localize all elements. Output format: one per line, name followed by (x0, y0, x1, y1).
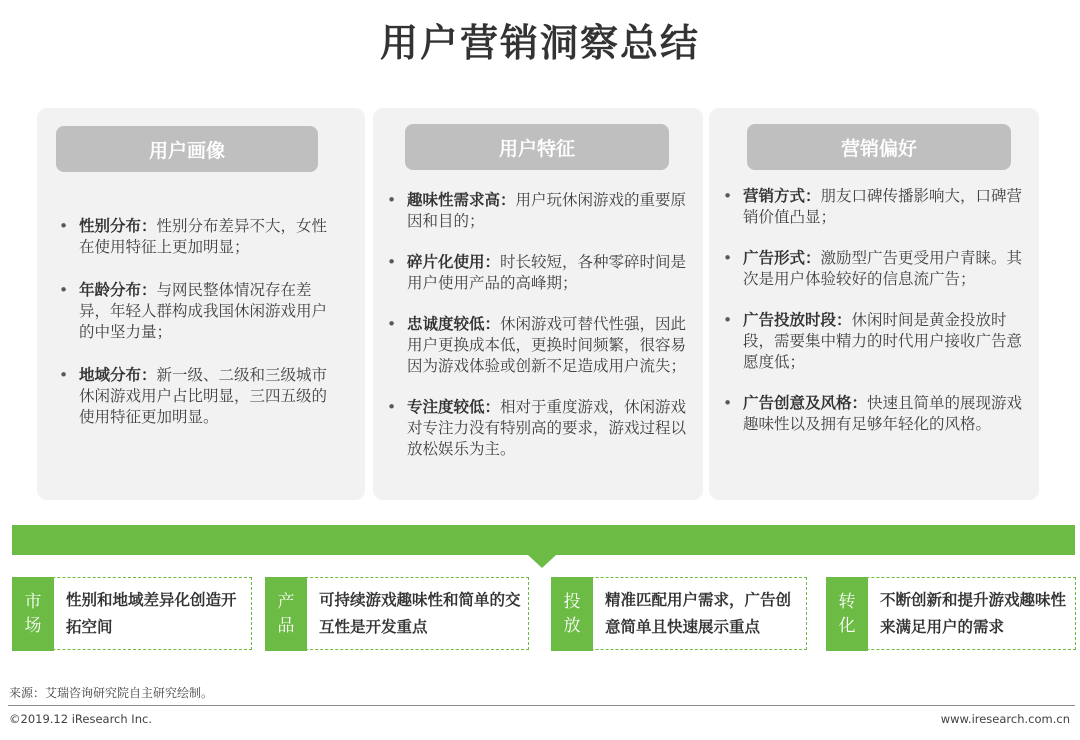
list-item (385, 397, 697, 460)
summary-tag-char: 市 (24, 592, 42, 612)
bullet-key: 年龄分布： (79, 281, 157, 299)
summary-text: 不断创新和提升游戏趣味性来满足用户的需求 (880, 591, 1067, 636)
bullet-text: 性别分布差异不大，女性在使用特征上更加明显； (79, 217, 328, 256)
summary-box-market (12, 577, 252, 650)
summary-text: 性别和地域差异化创造开拓空间 (66, 591, 237, 636)
summary-tag-char: 放 (563, 616, 581, 636)
panel-marketing-preference (709, 108, 1039, 500)
source-note: 来源：艾瑞咨询研究院自主研究绘制。 (9, 686, 214, 700)
summary-text: 精准匹配用户需求，广告创意简单且快速展示重点 (605, 591, 792, 636)
bullet-text: 激励型广告更受用户青睐。其次是用户体验较好的信息流广告； (743, 249, 1023, 288)
list-item (385, 190, 697, 232)
list-item (57, 365, 335, 428)
summary-tag-char: 品 (277, 616, 295, 636)
list-item (721, 186, 1033, 228)
footer-divider (8, 705, 1075, 706)
bullet-key: 广告投放时段： (743, 311, 852, 329)
list-item (385, 252, 697, 294)
list-item (721, 248, 1033, 290)
panel-header-user-traits: 用户特征 (405, 124, 669, 170)
summary-tag-char: 转 (838, 592, 856, 612)
down-arrow-icon (528, 555, 556, 568)
list-item (721, 393, 1033, 435)
bullet-key: 广告形式： (743, 249, 821, 267)
summary-connector-bar (12, 525, 1075, 555)
list-item (57, 280, 335, 343)
bullet-text: 相对于重度游戏，休闲游戏对专注力没有特别高的要求，游戏过程以放松娱乐为主。 (407, 398, 687, 458)
summary-tag (826, 577, 868, 651)
bullet-key: 营销方式： (743, 187, 821, 205)
list-item (385, 314, 697, 377)
summary-tag-char: 化 (838, 616, 856, 636)
summary-box-product (265, 577, 529, 650)
bullet-text: 用户玩休闲游戏的重要原因和目的； (407, 191, 687, 230)
bullet-text: 休闲游戏可替代性强，因此用户更换成本低，更换时间频繁，很容易因为游戏体验或创新不足造成用户流失； (407, 315, 687, 375)
summary-tag (12, 577, 54, 651)
summary-tag-char: 场 (24, 616, 42, 636)
panel-header-user-profile: 用户画像 (56, 126, 318, 172)
bullet-key: 碎片化使用： (407, 253, 501, 271)
bullet-key: 广告创意及风格： (743, 394, 868, 412)
bullet-text: 与网民整体情况存在差异，年轻人群构成我国休闲游戏用户的中坚力量； (79, 281, 328, 341)
page-title: 用户营销洞察总结 (379, 21, 700, 65)
bullet-list (721, 186, 1033, 455)
bullet-key: 地域分布： (79, 366, 157, 384)
list-item (721, 310, 1033, 373)
bullet-key: 忠诚度较低： (407, 315, 501, 333)
summary-text: 可持续游戏趣味性和简单的交互性是开发重点 (319, 591, 521, 636)
summary-tag-char: 投 (563, 592, 581, 612)
bullet-key: 性别分布： (79, 217, 157, 235)
summary-tag-char: 产 (277, 592, 295, 612)
summary-tag (265, 577, 307, 651)
summary-tag (551, 577, 593, 651)
summary-box-delivery (551, 577, 807, 650)
bullet-text: 新一级、二级和三级城市休闲游戏用户占比明显，三四五级的使用特征更加明显。 (79, 366, 328, 426)
panel-user-profile (37, 108, 365, 500)
bullet-list (385, 190, 697, 480)
list-item (57, 216, 335, 258)
bullet-key: 专注度较低： (407, 398, 501, 416)
bullet-text: 快速且简单的展现游戏趣味性以及拥有足够年轻化的风格。 (743, 394, 1023, 433)
panel-header-marketing-preference: 营销偏好 (747, 124, 1011, 170)
bullet-text: 时长较短，各种零碎时间是用户使用产品的高峰期； (407, 253, 687, 292)
footer-website: www.iresearch.com.cn (940, 712, 1070, 726)
summary-box-conversion (826, 577, 1076, 650)
footer-copyright: ©2019.12 iResearch Inc. (9, 712, 152, 726)
panel-user-traits (373, 108, 703, 500)
bullet-text: 朋友口碑传播影响大，口碑营销价值凸显； (743, 187, 1023, 226)
bullet-text: 休闲时间是黄金投放时段，需要集中精力的时代用户接收广告意愿度低； (743, 311, 1023, 371)
bullet-key: 趣味性需求高： (407, 191, 516, 209)
bullet-list (57, 216, 335, 450)
